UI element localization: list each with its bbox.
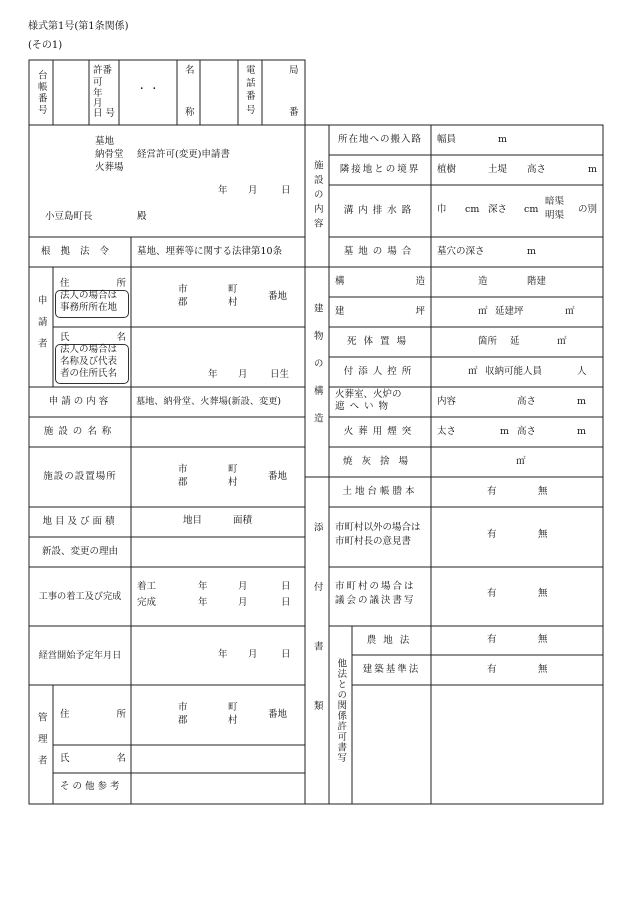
building-standard-law-label: 建築基準法 bbox=[362, 664, 421, 676]
total-floor-area-unit: ㎡ bbox=[565, 306, 575, 317]
drain-covered: 暗渠 bbox=[545, 196, 565, 207]
applicant-town: 町 bbox=[228, 284, 238, 295]
furnace-content: 内容 bbox=[437, 396, 457, 407]
addressee: 小豆島町長 bbox=[45, 211, 93, 222]
applicant-name-label: 氏 名 bbox=[60, 332, 126, 343]
form-part: (その1) bbox=[28, 40, 63, 51]
opening-year: 年 bbox=[218, 649, 228, 660]
phone-exchange-label: 局 bbox=[289, 65, 299, 76]
structure-label: 構 造 bbox=[335, 276, 425, 287]
manager-village: 村 bbox=[228, 715, 238, 726]
basis-law-value: 墓地、埋葬等に関する法律第10条 bbox=[137, 246, 283, 257]
furnace-label-1: 火葬室、火炉の bbox=[335, 389, 402, 400]
chimney-width-unit: m bbox=[500, 426, 510, 437]
ledger-number-field[interactable] bbox=[54, 61, 88, 124]
boundary-label: 隣接地との境界 bbox=[339, 164, 421, 176]
finish-day: 日 bbox=[281, 597, 291, 608]
grave-depth: 墓穴の深さ bbox=[437, 246, 485, 257]
access-unit: m bbox=[498, 134, 508, 145]
chimney-height: 高さ bbox=[517, 426, 537, 437]
furnace-height-unit: m bbox=[577, 396, 587, 407]
council-label-1: 市町村の場合は bbox=[335, 581, 416, 592]
drain-depth-unit: cm bbox=[524, 204, 539, 215]
facility-name-label: 施設の名称 bbox=[43, 426, 117, 438]
applicant-address-label-a: 住 所 bbox=[60, 278, 126, 289]
attendant-room-label: 付添人控所 bbox=[343, 366, 417, 378]
construction-label: 工事の着工及び完成 bbox=[38, 590, 122, 602]
corpse-total: 延 bbox=[510, 336, 520, 347]
land-category: 地目 bbox=[183, 515, 203, 526]
ash-disposal-unit: ㎡ bbox=[516, 456, 526, 467]
drain-width: 巾 bbox=[437, 204, 447, 215]
location-city: 市 bbox=[178, 464, 188, 475]
council-label-2: 議会の議決書写 bbox=[335, 595, 416, 606]
facility-name-field[interactable] bbox=[132, 418, 304, 446]
applicant-label: 申請者 bbox=[35, 294, 47, 360]
change-reason-field[interactable] bbox=[132, 538, 304, 566]
boundary-unit: m bbox=[588, 164, 598, 175]
application-content-value: 墓地、納骨堂、火葬場(新設、変更) bbox=[136, 396, 281, 407]
location-lot: 番地 bbox=[268, 471, 288, 482]
attendant-unit: ㎡ bbox=[468, 366, 478, 377]
permit-date-value[interactable]: ・ ・ bbox=[136, 84, 160, 96]
corpse-count: 箇所 bbox=[478, 336, 498, 347]
request-year: 年 bbox=[218, 185, 228, 196]
manager-city: 市 bbox=[178, 702, 188, 713]
start-year: 年 bbox=[198, 581, 208, 592]
drain-open: 明渠 bbox=[545, 210, 565, 221]
application-content-label: 申請の内容 bbox=[48, 396, 112, 408]
furnace-label-2: 遮へい物 bbox=[335, 401, 394, 412]
attendant-capacity: 収納可能人員 bbox=[485, 366, 543, 377]
grave-depth-unit: m bbox=[527, 246, 537, 257]
ash-disposal-label: 焼灰捨場 bbox=[342, 456, 417, 468]
building-standard-yes[interactable]: 有 bbox=[487, 664, 497, 675]
agri-land-no[interactable]: 無 bbox=[538, 634, 548, 645]
finish-month: 月 bbox=[238, 597, 248, 608]
land-register-yes[interactable]: 有 bbox=[487, 486, 497, 497]
applicant-name-note-2: 名称及び代表 bbox=[60, 356, 118, 367]
grave-case-label: 墓地の場合 bbox=[343, 246, 417, 258]
attendant-capacity-unit: 人 bbox=[577, 366, 587, 377]
birth-month: 月 bbox=[238, 369, 248, 380]
basis-law-label: 根拠法令 bbox=[40, 246, 119, 258]
boundary-bank: 土堤 bbox=[488, 164, 508, 175]
mayor-opinion-yes[interactable]: 有 bbox=[487, 529, 497, 540]
floor-area-label: 建 坪 bbox=[335, 306, 425, 317]
drain-choice: の別 bbox=[578, 204, 598, 215]
manager-lot: 番地 bbox=[268, 709, 288, 720]
access-road-label: 所在地への搬入路 bbox=[337, 134, 422, 146]
building-structure-section: 建物の構造 bbox=[311, 303, 323, 441]
mayor-opinion-label-2: 市町村長の意見書 bbox=[335, 536, 412, 547]
agri-land-yes[interactable]: 有 bbox=[487, 634, 497, 645]
council-no[interactable]: 無 bbox=[538, 588, 548, 599]
construction-start-label: 着工 bbox=[137, 581, 157, 592]
location-town: 町 bbox=[228, 464, 238, 475]
council-yes[interactable]: 有 bbox=[487, 588, 497, 599]
manager-town: 町 bbox=[228, 702, 238, 713]
location-county: 郡 bbox=[178, 477, 188, 488]
ledger-number-label: 台帳番号 bbox=[35, 69, 47, 116]
drainage-label: 溝内排水路 bbox=[343, 205, 417, 217]
mayor-opinion-no[interactable]: 無 bbox=[538, 529, 548, 540]
access-width: 幅員 bbox=[437, 134, 457, 145]
applicant-lot: 番地 bbox=[268, 291, 288, 302]
mayor-opinion-label-1: 市町村以外の場合は bbox=[335, 522, 421, 533]
applicant-name-note-3: 者の住所氏名 bbox=[60, 368, 118, 379]
form-number: 様式第1号(第1条関係) bbox=[28, 21, 129, 32]
name-label-top: 名 bbox=[185, 65, 195, 76]
finish-year: 年 bbox=[198, 597, 208, 608]
chimney-height-unit: m bbox=[577, 426, 587, 437]
structure-floors: 階建 bbox=[527, 276, 547, 287]
manager-label: 管理者 bbox=[35, 712, 47, 777]
total-floor-area: 延建坪 bbox=[495, 306, 524, 317]
drain-depth: 深さ bbox=[488, 204, 508, 215]
applicant-city: 市 bbox=[178, 284, 188, 295]
request-day: 日 bbox=[281, 185, 291, 196]
chimney-label: 火葬用煙突 bbox=[343, 426, 417, 438]
name-label-bottom: 称 bbox=[185, 107, 195, 118]
land-category-label: 地目及び面積 bbox=[42, 516, 118, 528]
land-register-label: 土地台帳謄本 bbox=[342, 486, 418, 498]
birth-day: 日生 bbox=[270, 369, 290, 380]
change-reason-label: 新設、変更の理由 bbox=[41, 546, 118, 558]
land-area: 面積 bbox=[233, 515, 253, 526]
facility-location-label: 施設の設置場所 bbox=[43, 471, 117, 483]
building-standard-no[interactable]: 無 bbox=[538, 664, 548, 675]
name-field[interactable] bbox=[201, 61, 237, 124]
manager-address-label: 住 所 bbox=[60, 709, 126, 720]
honorific: 殿 bbox=[137, 211, 147, 222]
structure-type: 造 bbox=[478, 276, 488, 287]
opening-month: 月 bbox=[248, 649, 258, 660]
start-month: 月 bbox=[238, 581, 248, 592]
applicant-address-note-1: 法人の場合は bbox=[60, 290, 118, 301]
construction-finish-label: 完成 bbox=[137, 597, 157, 608]
agri-land-law-label: 農地法 bbox=[366, 634, 417, 646]
birth-year: 年 bbox=[208, 369, 218, 380]
request-month: 月 bbox=[248, 185, 258, 196]
applicant-county: 郡 bbox=[178, 297, 188, 308]
opening-date-label: 経営開始予定年月日 bbox=[38, 649, 122, 661]
location-village: 村 bbox=[228, 477, 238, 488]
boundary-height: 高さ bbox=[527, 164, 547, 175]
manager-county: 郡 bbox=[178, 715, 188, 726]
drain-width-unit: cm bbox=[465, 204, 480, 215]
manager-other-label: その他参考 bbox=[60, 781, 123, 792]
corpse-room-label: 死体置場 bbox=[346, 336, 413, 348]
floor-area-unit: ㎡ bbox=[478, 306, 488, 317]
boundary-trees: 植樹 bbox=[437, 164, 457, 175]
start-day: 日 bbox=[281, 581, 291, 592]
manager-name-label: 氏 名 bbox=[60, 753, 126, 764]
attachments-section: 添付書類 bbox=[311, 521, 323, 760]
applicant-name-note-1: 法人の場合は bbox=[60, 344, 118, 355]
land-register-no[interactable]: 無 bbox=[538, 486, 548, 497]
application-title: 経営許可(変更)申請書 bbox=[137, 149, 230, 160]
phone-number-label: 番 bbox=[289, 107, 299, 118]
applicant-village: 村 bbox=[228, 297, 238, 308]
other-law-label: 他法との関係許可書写 bbox=[335, 657, 347, 763]
facility-content-section: 施設の内容 bbox=[311, 159, 323, 233]
furnace-height: 高さ bbox=[517, 396, 537, 407]
applicant-address-note-2: 事務所所在地 bbox=[60, 302, 118, 313]
opening-day: 日 bbox=[281, 649, 291, 660]
corpse-unit: ㎡ bbox=[557, 336, 567, 347]
chimney-width: 太さ bbox=[437, 426, 457, 437]
